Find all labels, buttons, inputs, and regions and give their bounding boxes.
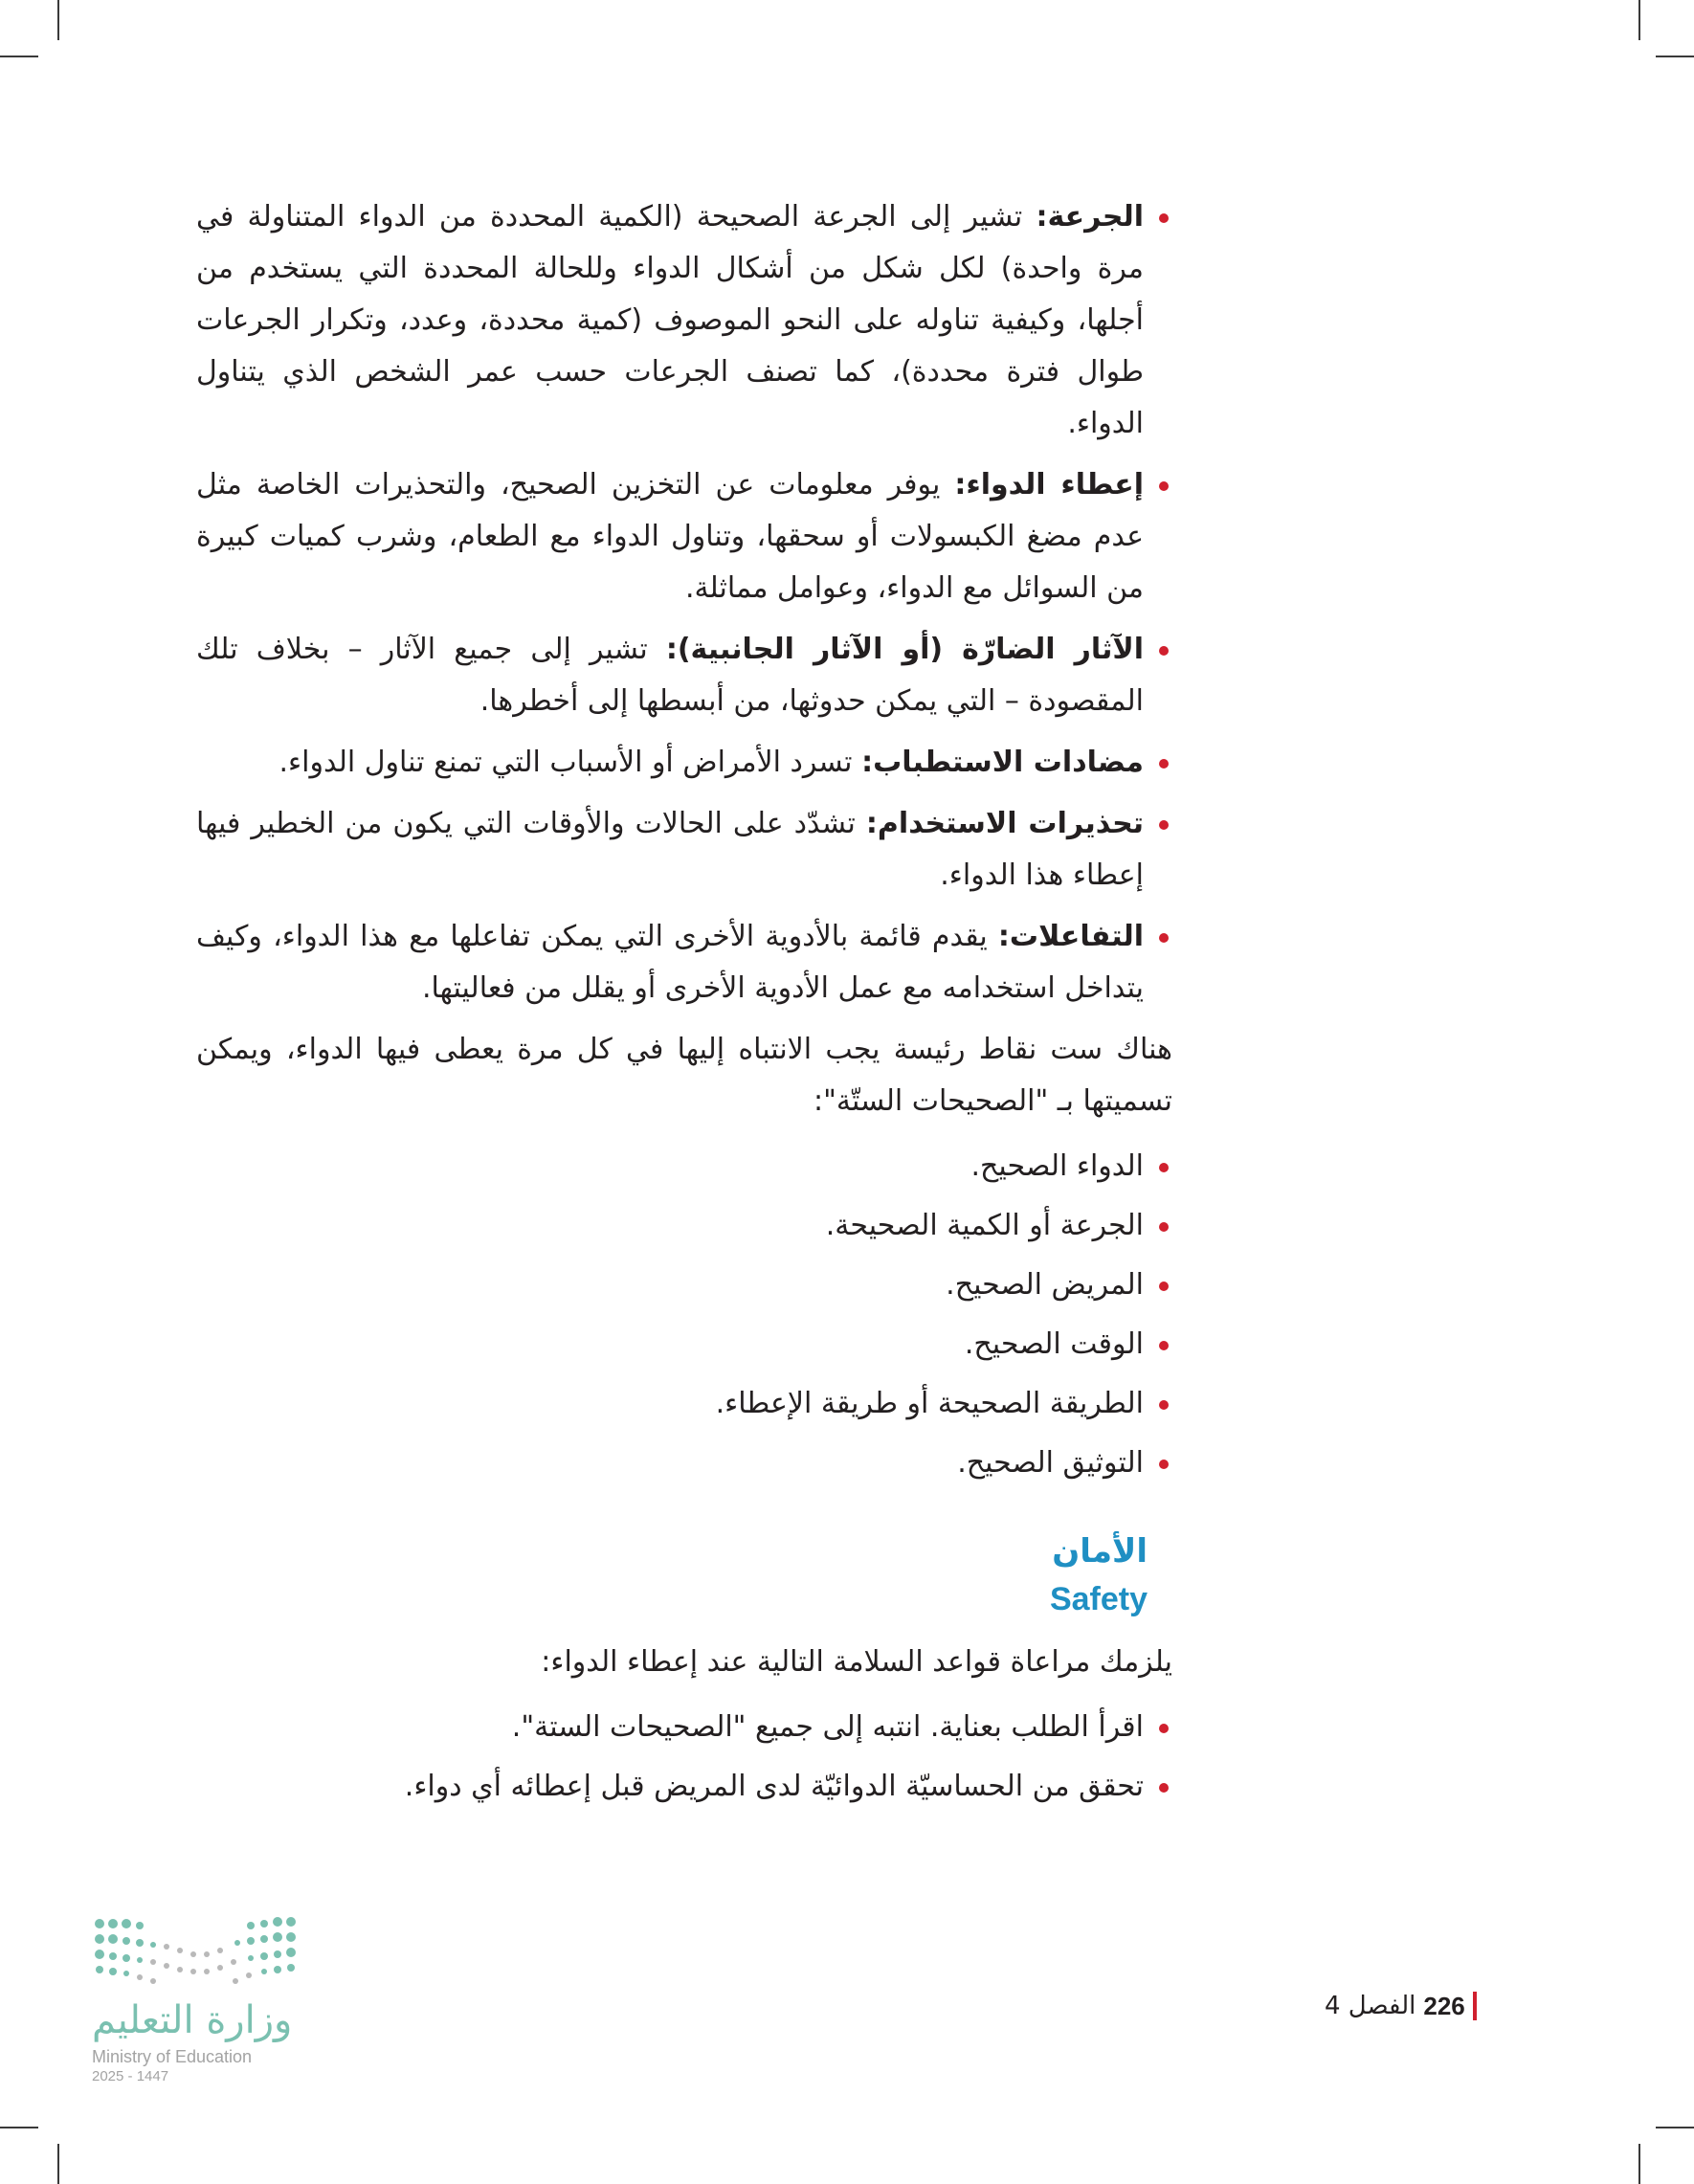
list-item: التوثيق الصحيح. [196, 1437, 1172, 1489]
footer-divider [1473, 1992, 1477, 2020]
chapter-label: الفصل 4 [1325, 1992, 1416, 2020]
crop-mark [1656, 56, 1694, 57]
crop-mark [0, 2127, 38, 2128]
logo-text-en: Ministry of Education [92, 2047, 253, 2066]
dots-pattern-icon [92, 1914, 312, 1991]
list-item [196, 737, 1172, 789]
list-item [196, 798, 1172, 902]
crop-mark [0, 56, 38, 57]
term-text: تسرد الأمراض أو الأسباب التي تمنع تناول الدواء. [279, 746, 862, 779]
term-label: الآثار الضارّة (أو الآثار الجانبية): [665, 633, 1144, 666]
safety-list [196, 1702, 1172, 1813]
list-item: الوقت الصحيح. [196, 1319, 1172, 1371]
list-item [196, 459, 1172, 614]
six-rights-list [196, 1141, 1172, 1489]
list-item [196, 911, 1172, 1014]
term-text: يوفر معلومات عن التخزين الصحيح، والتحذيرات الخاصة مثل عدم مضغ الكبسولات أو سحقها، وتناول الدواء مع الطعام، وشرب كميات كبيرة من السوائل مع الدواء، وعوامل مماثلة. [196, 468, 1144, 605]
list-item: الجرعة أو الكمية الصحيحة. [196, 1200, 1172, 1252]
crop-mark [57, 2144, 59, 2184]
term-label: مضادات الاستطباب: [861, 746, 1144, 779]
page-body [196, 191, 1172, 1820]
six-rights-intro: هناك ست نقاط رئيسة يجب الانتباه إليها في كل مرة يعطى فيها الدواء، ويمكن تسميتها بـ "الصحيحات الستّة": [196, 1033, 1172, 1118]
list-item: المريض الصحيح. [196, 1259, 1172, 1311]
list-item: اقرأ الطلب بعناية. انتبه إلى جميع "الصحيحات الستة". [196, 1702, 1172, 1753]
crop-mark [1656, 2127, 1694, 2128]
term-text: تشير إلى جميع الآثار – بخلاف تلك المقصودة – التي يمكن حدوثها، من أبسطها إلى أخطرها. [196, 633, 1144, 718]
crop-mark [57, 0, 59, 40]
term-list [196, 191, 1172, 1014]
page-number: 226 [1423, 1992, 1465, 2020]
term-text: تشدّد على الحالات والأوقات التي يكون من الخطير فيها إعطاء هذا الدواء. [196, 807, 1144, 892]
list-item: الطريقة الصحيحة أو طريقة الإعطاء. [196, 1378, 1172, 1430]
term-label: التفاعلات: [997, 920, 1144, 953]
section-title-en: Safety [1049, 1581, 1148, 1617]
term-label: الجرعة: [1036, 200, 1144, 234]
list-item [196, 191, 1172, 450]
crop-mark [1638, 2144, 1640, 2184]
term-text: تشير إلى الجرعة الصحيحة (الكمية المحددة من الدواء المتناولة في مرة واحدة) لكل شكل من أشكال الدواء وللحالة المحددة التي يستخدم من أجلها، وكيفية تناوله على النحو الموصوف (كمية محددة، وعدد، وتكرار الجرعات طوال فترة محددة)، كما تصنف الجرعات حسب عمر الشخص الذي يتناول الدواء. [196, 200, 1144, 440]
section-title-ar: الأمان [1052, 1532, 1148, 1571]
page-footer [1325, 1987, 1481, 2025]
ministry-logo [86, 1914, 316, 2106]
safety-intro: يلزمك مراعاة قواعد السلامة التالية عند إعطاء الدواء: [541, 1645, 1172, 1679]
list-item [196, 624, 1172, 727]
term-text: يقدم قائمة بالأدوية الأخرى التي يمكن تفاعلها مع هذا الدواء، وكيف يتداخل استخدامه مع عمل الأدوية الأخرى أو يقلل من فعاليتها. [196, 920, 1144, 1005]
term-label: إعطاء الدواء: [954, 468, 1144, 501]
logo-text-ar: وزارة التعليم [92, 1998, 293, 2042]
crop-mark [1638, 0, 1640, 40]
list-item: تحقق من الحساسيّة الدوائيّة لدى المريض قبل إعطائه أي دواء. [196, 1761, 1172, 1813]
term-label: تحذيرات الاستخدام: [865, 807, 1144, 840]
list-item: الدواء الصحيح. [196, 1141, 1172, 1192]
logo-year: 2025 - 1447 [92, 2068, 169, 2084]
